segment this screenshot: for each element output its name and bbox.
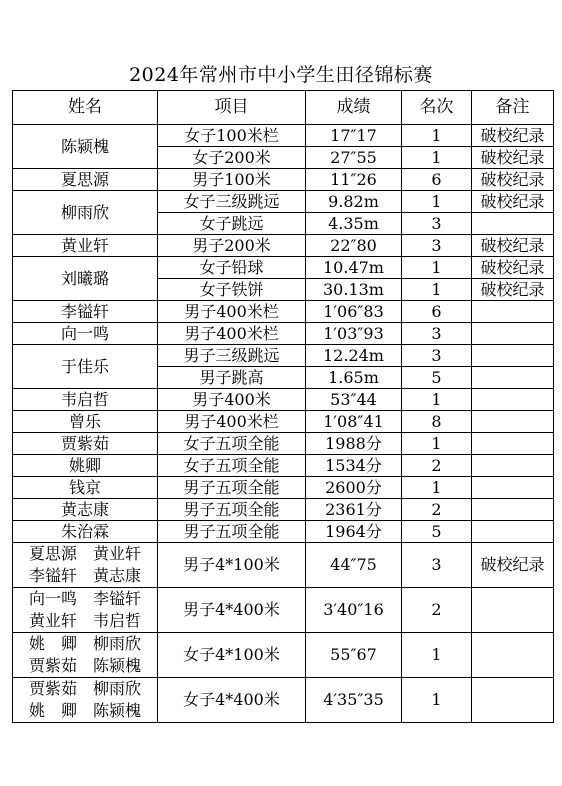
table-row: [13, 257, 554, 279]
athlete-name: 姚卿: [13, 455, 158, 477]
note-cell: [472, 389, 554, 411]
note-cell: [472, 323, 554, 345]
rank-cell: 1: [402, 125, 472, 147]
rank-cell: 2: [402, 455, 472, 477]
event-cell: 男子4*100米: [158, 543, 306, 588]
result-cell: 53″44: [306, 389, 402, 411]
event-cell: 男子400米栏: [158, 411, 306, 433]
note-cell: 破校纪录: [472, 125, 554, 147]
note-cell: [472, 345, 554, 367]
note-cell: [472, 367, 554, 389]
event-cell: 男子400米栏: [158, 323, 306, 345]
result-cell: 3′40″16: [306, 588, 402, 633]
header-row: [13, 91, 554, 125]
result-cell: 9.82m: [306, 191, 402, 213]
result-cell: 2600分: [306, 477, 402, 499]
athlete-name: 于佳乐: [13, 345, 158, 389]
result-cell: 1988分: [306, 433, 402, 455]
header-note: 备注: [472, 91, 554, 125]
rank-cell: 3: [402, 323, 472, 345]
result-cell: 1.65m: [306, 367, 402, 389]
note-cell: [472, 678, 554, 723]
table-row: [13, 411, 554, 433]
event-cell: 女子跳远: [158, 213, 306, 235]
note-cell: 破校纪录: [472, 543, 554, 588]
rank-cell: 1: [402, 477, 472, 499]
relay-team-names: [13, 588, 158, 633]
table-row: [13, 477, 554, 499]
header-name: 姓名: [13, 91, 158, 125]
page-title: 2024年常州市中小学生田径锦标赛: [129, 64, 433, 86]
results-table: [12, 90, 554, 723]
result-cell: 10.47m: [306, 257, 402, 279]
athlete-name: 朱治霖: [13, 521, 158, 543]
table-row: [13, 191, 554, 213]
event-cell: 女子100米栏: [158, 125, 306, 147]
result-cell: 30.13m: [306, 279, 402, 301]
result-cell: 1′08″41: [306, 411, 402, 433]
table-row: [13, 345, 554, 367]
rank-cell: 5: [402, 521, 472, 543]
athlete-name: 曾乐: [13, 411, 158, 433]
table-row: [13, 235, 554, 257]
header-event: 项目: [158, 91, 306, 125]
event-cell: 女子4*100米: [158, 633, 306, 678]
rank-cell: 1: [402, 633, 472, 678]
table-row: [13, 389, 554, 411]
event-cell: 女子五项全能: [158, 455, 306, 477]
relay-team-names: [13, 678, 158, 723]
table-row: [13, 455, 554, 477]
rank-cell: 8: [402, 411, 472, 433]
result-cell: 55″67: [306, 633, 402, 678]
event-cell: 男子五项全能: [158, 477, 306, 499]
result-cell: 44″75: [306, 543, 402, 588]
note-cell: [472, 455, 554, 477]
table-row: [13, 521, 554, 543]
athlete-name: 贾紫茹: [13, 433, 158, 455]
event-cell: 男子400米栏: [158, 301, 306, 323]
note-cell: 破校纪录: [472, 169, 554, 191]
rank-cell: 1: [402, 389, 472, 411]
athlete-name: 刘曦璐: [13, 257, 158, 301]
note-cell: 破校纪录: [472, 279, 554, 301]
relay-team-line: 贾紫茹 柳雨欣: [28, 679, 141, 699]
table-row: [13, 301, 554, 323]
athlete-name: 夏思源: [13, 169, 158, 191]
event-cell: 女子铁饼: [158, 279, 306, 301]
note-cell: [472, 433, 554, 455]
relay-team-names: [13, 543, 158, 588]
relay-team-line: 夏思源 黄业轩: [28, 544, 141, 564]
result-cell: 27″55: [306, 147, 402, 169]
note-cell: [472, 213, 554, 235]
note-cell: 破校纪录: [472, 147, 554, 169]
event-cell: 女子铅球: [158, 257, 306, 279]
athlete-name: 黄志康: [13, 499, 158, 521]
relay-team-line: 姚 卿 柳雨欣: [28, 634, 141, 654]
table-row: [13, 169, 554, 191]
event-cell: 男子三级跳远: [158, 345, 306, 367]
note-cell: [472, 411, 554, 433]
result-cell: 4′35″35: [306, 678, 402, 723]
athlete-name: 李镒轩: [13, 301, 158, 323]
rank-cell: 3: [402, 213, 472, 235]
rank-cell: 2: [402, 588, 472, 633]
athlete-name: 韦启哲: [13, 389, 158, 411]
result-cell: 1534分: [306, 455, 402, 477]
relay-row: [13, 543, 554, 588]
result-cell: 11″26: [306, 169, 402, 191]
relay-team-line: 姚 卿 陈颍槐: [28, 701, 141, 720]
event-cell: 男子4*400米: [158, 588, 306, 633]
results-body: [13, 125, 554, 723]
relay-team-line: 李镒轩 黄志康: [28, 566, 141, 585]
event-cell: 男子200米: [158, 235, 306, 257]
athlete-name: 向一鸣: [13, 323, 158, 345]
rank-cell: 1: [402, 678, 472, 723]
result-cell: 1′06″83: [306, 301, 402, 323]
result-cell: 2361分: [306, 499, 402, 521]
rank-cell: 3: [402, 543, 472, 588]
result-cell: 22″80: [306, 235, 402, 257]
event-cell: 男子五项全能: [158, 521, 306, 543]
event-cell: 男子100米: [158, 169, 306, 191]
note-cell: [472, 499, 554, 521]
event-cell: 女子三级跳远: [158, 191, 306, 213]
result-cell: 12.24m: [306, 345, 402, 367]
event-cell: 女子4*400米: [158, 678, 306, 723]
result-cell: 4.35m: [306, 213, 402, 235]
rank-cell: 6: [402, 301, 472, 323]
relay-row: [13, 678, 554, 723]
athlete-name: 陈颍槐: [13, 125, 158, 169]
relay-team-line: 黄业轩 韦启哲: [28, 611, 141, 630]
header-result: 成绩: [306, 91, 402, 125]
header-rank: 名次: [402, 91, 472, 125]
event-cell: 男子跳高: [158, 367, 306, 389]
rank-cell: 3: [402, 235, 472, 257]
rank-cell: 3: [402, 345, 472, 367]
result-cell: 1964分: [306, 521, 402, 543]
event-cell: 女子五项全能: [158, 433, 306, 455]
table-row: [13, 323, 554, 345]
event-cell: 男子400米: [158, 389, 306, 411]
note-cell: [472, 588, 554, 633]
result-cell: 17″17: [306, 125, 402, 147]
table-row: [13, 499, 554, 521]
rank-cell: 5: [402, 367, 472, 389]
athlete-name: 黄业轩: [13, 235, 158, 257]
table-row: [13, 125, 554, 147]
note-cell: [472, 301, 554, 323]
rank-cell: 1: [402, 147, 472, 169]
relay-row: [13, 633, 554, 678]
relay-team-line: 贾紫茹 陈颍槐: [28, 656, 141, 675]
rank-cell: 1: [402, 279, 472, 301]
rank-cell: 1: [402, 257, 472, 279]
relay-row: [13, 588, 554, 633]
table-row: [13, 433, 554, 455]
note-cell: 破校纪录: [472, 191, 554, 213]
note-cell: [472, 521, 554, 543]
rank-cell: 1: [402, 433, 472, 455]
rank-cell: 6: [402, 169, 472, 191]
rank-cell: 2: [402, 499, 472, 521]
relay-team-line: 向一鸣 李镒轩: [28, 589, 141, 609]
event-cell: 女子200米: [158, 147, 306, 169]
note-cell: [472, 477, 554, 499]
relay-team-names: [13, 633, 158, 678]
note-cell: 破校纪录: [472, 257, 554, 279]
note-cell: 破校纪录: [472, 235, 554, 257]
event-cell: 男子五项全能: [158, 499, 306, 521]
note-cell: [472, 633, 554, 678]
result-cell: 1′03″93: [306, 323, 402, 345]
athlete-name: 钱京: [13, 477, 158, 499]
rank-cell: 1: [402, 191, 472, 213]
athlete-name: 柳雨欣: [13, 191, 158, 235]
